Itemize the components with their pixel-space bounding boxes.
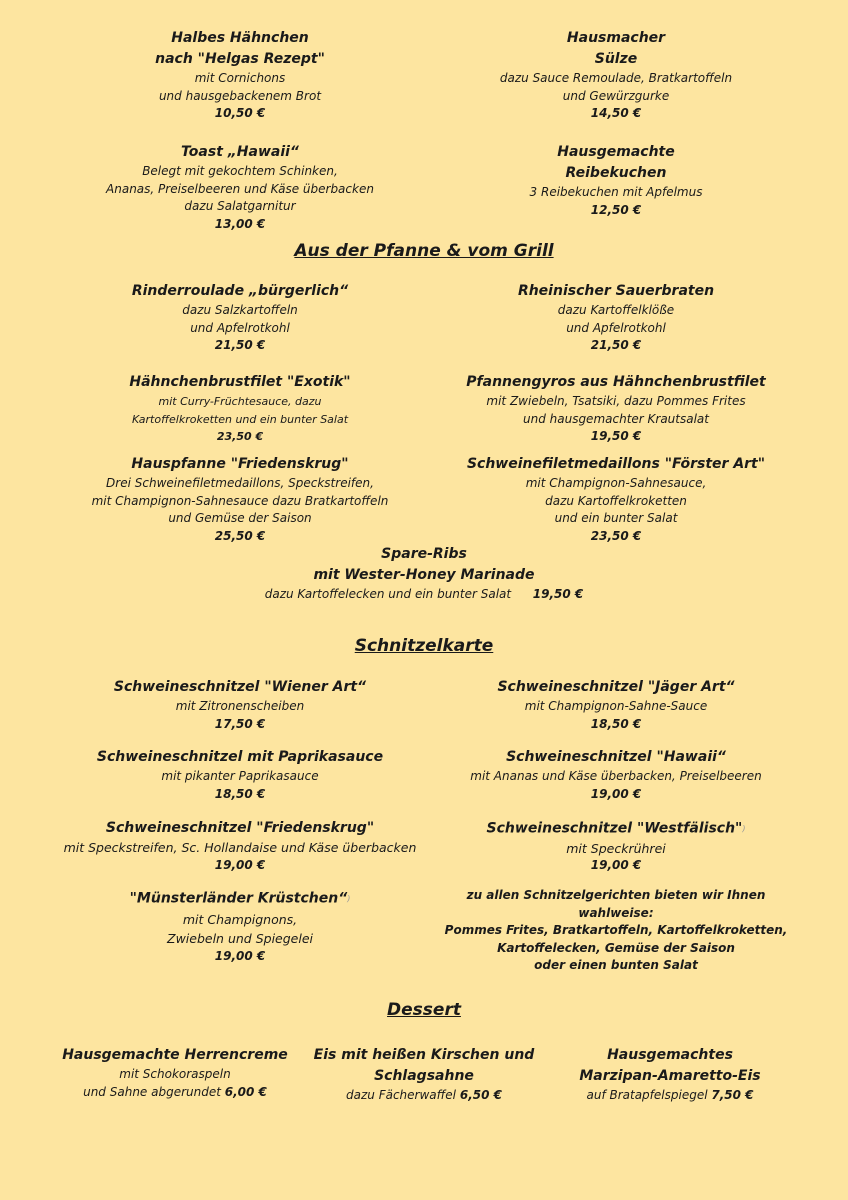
item-description-text: auf Bratapfelspiegel xyxy=(586,1088,708,1102)
item-description: Zwiebeln und Spiegelei xyxy=(167,930,313,946)
item-name: Schweinefiletmedaillons "Förster Art" xyxy=(466,456,766,472)
item-name: Hähnchenbrustfilet "Exotik" xyxy=(129,374,351,390)
item-name: Schweineschnitzel mit Paprikasauce xyxy=(96,749,384,765)
item-name: Spare-Ribs xyxy=(381,546,467,562)
item-name: Eis mit heißen Kirschen und xyxy=(313,1047,535,1063)
item-price: 17,50 € xyxy=(214,716,266,731)
item-description xyxy=(300,1087,548,1105)
item-name: Hausgemachte Herrencreme xyxy=(62,1047,288,1063)
menu-item-suelze xyxy=(436,28,796,123)
item-name: Schweineschnitzel "Jäger Art“ xyxy=(497,679,735,695)
item-price: 6,00 € xyxy=(224,1084,267,1099)
item-description-text: und Sahne abgerundet xyxy=(83,1084,221,1099)
item-price: 14,50 € xyxy=(590,106,642,120)
note-line: Kartoffelecken, Gemüse der Saison xyxy=(497,940,735,955)
menu-item-foerster-art xyxy=(436,454,796,545)
menu-item-halbes-haehnchen xyxy=(60,28,420,123)
item-name-row xyxy=(60,888,420,910)
menu-item-wiener-art xyxy=(60,677,420,733)
item-description xyxy=(550,1087,790,1105)
note-line: zu allen Schnitzelgerichten bieten wir Ihnen wahlweise: xyxy=(466,888,766,920)
item-name: Hausgemachtes xyxy=(607,1047,733,1063)
item-description: dazu Kartoffelkroketten xyxy=(545,493,687,508)
item-name: nach "Helgas Rezept" xyxy=(155,51,325,67)
item-name: Schweineschnitzel "Friedenskrug" xyxy=(105,820,375,836)
item-description: mit Zwiebeln, Tsatsiki, dazu Pommes Frites xyxy=(486,394,746,408)
menu-item-jaeger-art xyxy=(436,677,796,733)
item-description: mit Champignons, xyxy=(182,911,298,927)
item-description xyxy=(40,1084,310,1102)
item-description: Kartoffelkroketten und ein bunter Salat xyxy=(131,412,349,426)
item-description: und Apfelrotkohl xyxy=(566,320,666,335)
schnitzel-side-dish-note xyxy=(436,887,796,975)
item-description: Ananas, Preiselbeeren und Käse überbacken xyxy=(106,181,374,196)
item-description-text: dazu Fächerwaffel xyxy=(346,1088,457,1102)
item-description: und Gemüse der Saison xyxy=(168,511,312,525)
item-description: mit pikanter Paprikasauce xyxy=(161,769,319,783)
item-description: mit Schokoraspeln xyxy=(119,1067,231,1081)
item-description: mit Champignon-Sahnesauce dazu Bratkartoffeln xyxy=(91,493,389,508)
item-description xyxy=(224,586,624,604)
item-description: mit Zitronenscheiben xyxy=(175,699,305,713)
item-name: Schlagsahne xyxy=(374,1068,474,1084)
menu-item-herrencreme xyxy=(40,1045,310,1101)
item-name: Hauspfanne "Friedenskrug" xyxy=(131,456,349,472)
item-description: mit Champignon-Sahne-Sauce xyxy=(524,699,708,713)
menu-item-exotik xyxy=(60,372,420,446)
item-price: 21,50 € xyxy=(590,338,642,352)
menu-item-marzipan-eis xyxy=(550,1045,790,1105)
item-price: 6,50 € xyxy=(459,1088,502,1102)
menu-item-rinderroulade xyxy=(60,281,420,355)
item-price: 18,50 € xyxy=(590,716,642,731)
note-line: Pommes Frites, Bratkartoffeln, Kartoffelkroketten, xyxy=(444,923,788,937)
menu-item-kruestchen xyxy=(60,888,420,965)
section-heading-schnitzelkarte: Schnitzelkarte xyxy=(354,636,494,656)
item-price: 19,00 € xyxy=(214,948,266,963)
item-price: 13,00 € xyxy=(214,216,266,231)
item-price: 7,50 € xyxy=(711,1088,754,1102)
item-description: und hausgebackenem Brot xyxy=(158,88,322,103)
item-description: Drei Schweinefiletmedaillons, Speckstreifen, xyxy=(106,476,374,490)
item-price: 19,00 € xyxy=(590,786,642,801)
item-name: Halbes Hähnchen xyxy=(171,30,309,46)
item-price: 23,50 € xyxy=(216,430,264,443)
item-name: mit Wester-Honey Marinade xyxy=(313,567,535,583)
item-description: und ein bunter Salat xyxy=(554,511,678,525)
item-name: Pfannengyros aus Hähnchenbrustfilet xyxy=(466,374,766,390)
item-description: dazu Salzkartoffeln xyxy=(182,303,298,317)
item-description: und hausgemachter Krautsalat xyxy=(522,411,709,426)
item-price: 21,50 € xyxy=(214,338,266,352)
menu-item-eis-kirschen xyxy=(300,1045,548,1105)
item-description: mit Speckstreifen, Sc. Hollandaise und Käse überbacken xyxy=(63,840,417,855)
item-price: 25,50 € xyxy=(214,528,266,543)
item-description: mit Ananas und Käse überbacken, Preiselbeeren xyxy=(470,769,762,783)
menu-item-reibekuchen xyxy=(436,142,796,219)
item-name: Schweineschnitzel "Hawaii“ xyxy=(506,749,726,765)
item-name: "Münsterländer Krüstchen“ xyxy=(129,890,348,907)
item-name: Schweineschnitzel "Westfälisch" xyxy=(486,820,743,837)
item-description: dazu Sauce Remoulade, Bratkartoffeln xyxy=(499,71,733,85)
section-heading-pfanne-grill: Aus der Pfanne & vom Grill xyxy=(294,241,554,261)
item-price: 19,00 € xyxy=(590,858,642,872)
item-description: 3 Reibekuchen mit Apfelmus xyxy=(529,185,703,199)
item-description-text: dazu Kartoffelecken und ein bunter Salat xyxy=(264,587,512,601)
menu-item-spare-ribs xyxy=(224,544,624,604)
section-heading-dessert: Dessert xyxy=(387,1000,461,1020)
menu-item-toast-hawaii xyxy=(60,142,420,233)
item-description: mit Speckrührei xyxy=(566,840,666,856)
item-price: 19,00 € xyxy=(214,857,266,872)
footnote-marker: ) xyxy=(742,824,746,833)
item-description: dazu Salatgarnitur xyxy=(184,199,296,213)
item-price: 18,50 € xyxy=(214,786,266,801)
item-name: Toast „Hawaii“ xyxy=(181,144,299,160)
item-description: und Gewürzgurke xyxy=(562,88,670,103)
item-description: mit Curry-Früchtesauce, dazu xyxy=(158,395,322,408)
item-description: mit Champignon-Sahnesauce, xyxy=(525,476,707,490)
menu-item-sauerbraten xyxy=(436,281,796,355)
footnote-marker: ) xyxy=(347,894,351,903)
item-price: 19,50 € xyxy=(532,587,584,601)
item-name: Schweineschnitzel "Wiener Art“ xyxy=(113,679,367,695)
item-name: Hausgemachte xyxy=(557,144,675,160)
item-name-row xyxy=(436,818,796,840)
item-description: und Apfelrotkohl xyxy=(190,320,290,335)
menu-item-paprikasauce xyxy=(60,747,420,803)
item-name: Reibekuchen xyxy=(565,165,667,181)
menu-item-friedenskrug xyxy=(40,818,440,874)
menu-item-schnitzel-hawaii xyxy=(436,747,796,803)
item-name: Rheinischer Sauerbraten xyxy=(517,283,715,299)
item-description: mit Cornichons xyxy=(194,71,286,85)
item-description: Belegt mit gekochtem Schinken, xyxy=(142,164,338,178)
menu-item-westfaelisch xyxy=(436,818,796,875)
item-price: 10,50 € xyxy=(214,106,266,120)
item-name: Hausmacher xyxy=(566,30,666,46)
item-name: Sülze xyxy=(594,51,638,67)
item-name: Rinderroulade „bürgerlich“ xyxy=(131,283,349,299)
menu-item-hauspfanne xyxy=(50,454,430,545)
item-price: 23,50 € xyxy=(590,528,642,543)
note-line: oder einen bunten Salat xyxy=(534,958,698,972)
item-name: Marzipan-Amaretto-Eis xyxy=(579,1068,761,1084)
item-price: 19,50 € xyxy=(590,429,642,443)
menu-item-pfannengyros xyxy=(436,372,796,446)
item-price: 12,50 € xyxy=(590,202,642,217)
item-description: dazu Kartoffelklöße xyxy=(557,303,675,317)
